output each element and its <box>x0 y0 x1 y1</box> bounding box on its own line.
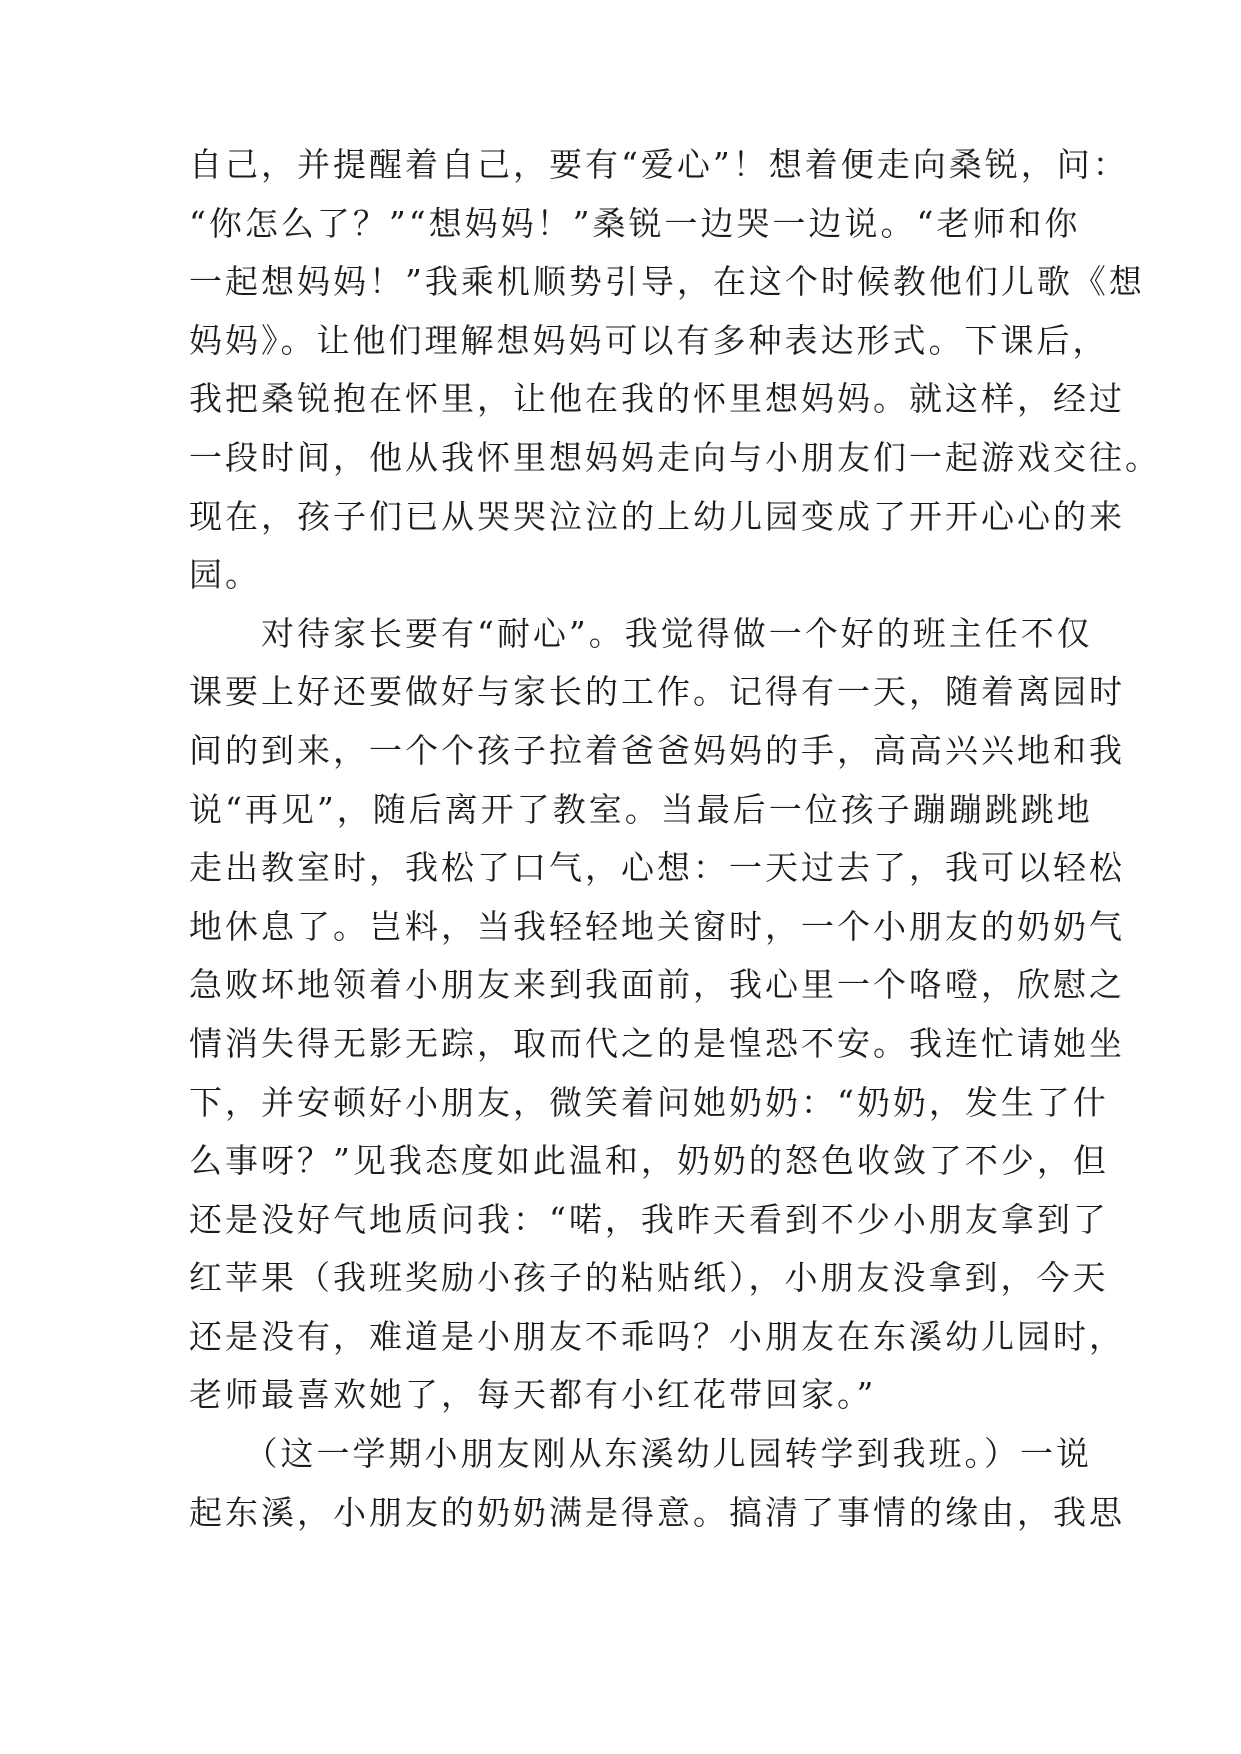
text-line: 急败坏地领着小朋友来到我面前，我心里一个咯噔，欣慰之 <box>189 965 1125 1005</box>
text-line: 妈妈》。让他们理解想妈妈可以有多种表达形式。下课后， <box>189 320 1109 360</box>
text-line: （这一学期小朋友刚从东溪幼儿园转学到我班。）一说 <box>189 1434 1092 1474</box>
text-line: 走出教室时，我松了口气，心想：一天过去了，我可以轻松 <box>189 848 1125 888</box>
text-line: 对待家长要有“耐心”。我觉得做一个好的班主任不仅 <box>189 613 1093 653</box>
text-line: 老师最喜欢她了，每天都有小红花带回家。” <box>189 1375 877 1415</box>
text-line: 说“再见”，随后离开了教室。当最后一位孩子蹦蹦跳跳地 <box>189 789 1093 829</box>
text-line: 一起想妈妈！”我乘机顺势引导，在这个时候教他们儿歌《想 <box>189 262 1145 302</box>
text-line: 课要上好还要做好与家长的工作。记得有一天，随着离园时 <box>189 672 1125 712</box>
text-line: 么事呀？”见我态度如此温和，奶奶的怒色收敛了不少，但 <box>189 1141 1109 1181</box>
text-line: 下，并安顿好小朋友，微笑着问她奶奶：“奶奶，发生了什 <box>189 1082 1109 1122</box>
text-line: 间的到来，一个个孩子拉着爸爸妈妈的手，高高兴兴地和我 <box>189 730 1125 770</box>
text-line: 还是没好气地质问我：“喏，我昨天看到不少小朋友拿到了 <box>189 1199 1109 1239</box>
text-line: 红苹果（我班奖励小孩子的粘贴纸），小朋友没拿到，今天 <box>189 1258 1109 1298</box>
text-line: 园。 <box>189 555 261 595</box>
text-line: 还是没有，难道是小朋友不乖吗？小朋友在东溪幼儿园时， <box>189 1316 1125 1356</box>
text-line: 情消失得无影无踪，取而代之的是惶恐不安。我连忙请她坐 <box>189 1023 1125 1063</box>
body-text <box>189 136 1161 1542</box>
text-line: 现在，孩子们已从哭哭泣泣的上幼儿园变成了开开心心的来 <box>189 496 1125 536</box>
text-line: 一段时间，他从我怀里想妈妈走向与小朋友们一起游戏交往。 <box>189 437 1161 477</box>
text-line: 我把桑锐抱在怀里，让他在我的怀里想妈妈。就这样，经过 <box>189 379 1125 419</box>
text-line: “你怎么了？”“想妈妈！”桑锐一边哭一边说。“老师和你 <box>189 203 1081 243</box>
text-line: 地休息了。岂料，当我轻轻地关窗时，一个小朋友的奶奶气 <box>189 906 1125 946</box>
text-line: 起东溪，小朋友的奶奶满是得意。搞清了事情的缘由，我思 <box>189 1492 1125 1532</box>
text-line: 自己，并提醒着自己，要有“爱心”！想着便走向桑锐，问： <box>189 145 1129 184</box>
